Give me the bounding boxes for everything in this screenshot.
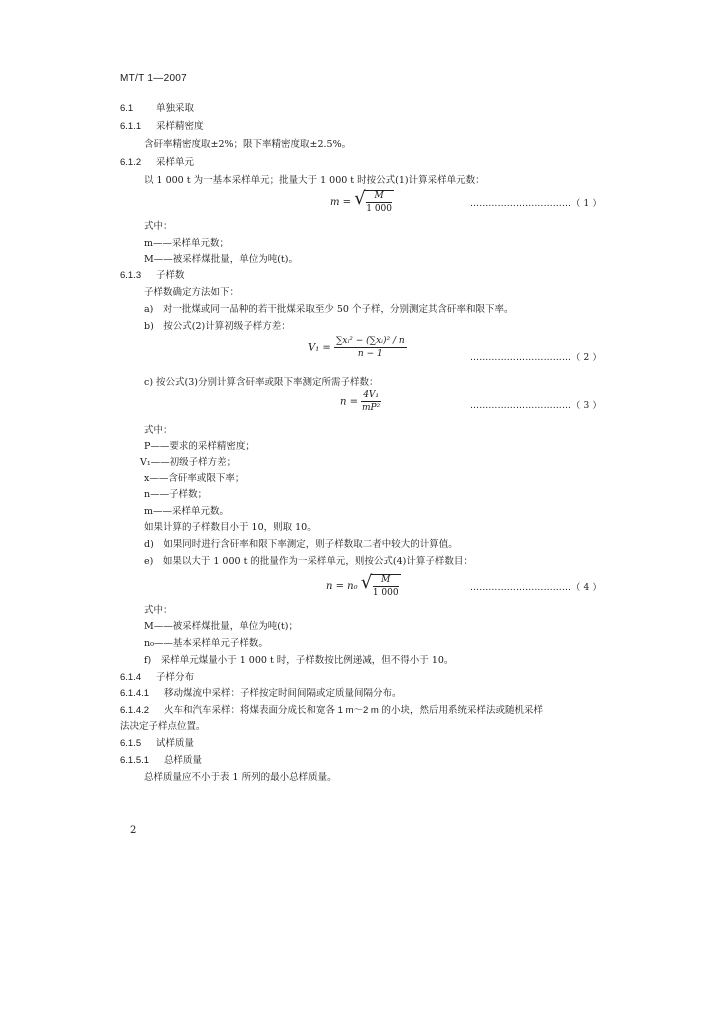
standard-code-header: MT/T 1—2007: [120, 73, 188, 84]
variable-definition: V₁——初级子样方差；: [140, 457, 237, 468]
paragraph: 如果计算的子样数目小于 10，则取 10。: [144, 522, 317, 533]
section-6-1: [120, 102, 194, 116]
paragraph: 式中：: [144, 221, 173, 232]
section-number: 6.1.2: [120, 157, 142, 168]
list-item: c) 按公式(3)分别计算含矸率或限下率测定所需子样数：: [144, 377, 379, 388]
section-title: 采样单元: [156, 157, 195, 168]
fraction-denominator: mP²: [362, 403, 381, 413]
formula-1: [330, 190, 394, 215]
formula-lhs: V₁ =: [308, 342, 331, 354]
section-title: 采样精密度: [156, 121, 204, 132]
paragraph: 子样数确定方法如下：: [144, 287, 240, 298]
fraction-numerator: 4V₁: [363, 390, 380, 400]
fraction-denominator: 1 000: [372, 588, 399, 598]
section-text: 移动煤流中采样：子样按定时间间隔或定质量间隔分布。: [164, 688, 402, 699]
variable-definition: m——采样单元数；: [144, 238, 230, 249]
list-item: b) 按公式(2)计算初级子样方差：: [144, 321, 291, 332]
section-title: 子样分布: [156, 672, 195, 683]
section-title: 子样数: [156, 270, 185, 281]
section-number: 6.1.3: [120, 270, 142, 281]
fraction-numerator: M: [373, 575, 399, 587]
equation-tag-4: ……………………………（ 4 ）: [470, 583, 602, 593]
paragraph: 式中：: [144, 605, 173, 616]
variable-definition: n——子样数；: [144, 489, 208, 500]
section-6-1-5-1: [120, 754, 202, 768]
formula-lhs: n =: [340, 396, 358, 408]
section-number: 6.1.4: [120, 672, 142, 683]
formula-lhs: m =: [330, 197, 352, 208]
list-item: a) 对一批煤或同一品种的若干批煤采取至少 50 个子样，分别测定其含矸率和限下率。: [144, 304, 514, 315]
variable-definition: P——要求的采样精密度；: [144, 441, 255, 452]
list-item: f) 采样单元煤量小于 1 000 t 时，子样数按比例递减，但不得小于 10。: [144, 655, 454, 666]
equation-tag-1: ……………………………（ 1 ）: [470, 199, 602, 209]
section-6-1-4-1: [120, 687, 402, 701]
section-number: 6.1.1: [120, 121, 142, 132]
section-number: 6.1.4.1: [120, 688, 150, 699]
formula-2: [308, 336, 407, 360]
section-6-1-3: [120, 269, 185, 283]
section-text: 火车和汽车采样：将煤表面分成长和宽各 1 m～2 m 的小块，然后用系统采样法或随机采样: [164, 705, 543, 716]
fraction-numerator: M: [366, 191, 392, 203]
section-number: 6.1: [120, 103, 134, 114]
section-title: 单独采取: [156, 103, 195, 114]
list-item: d) 如果同时进行含矸率和限下率测定，则子样数取二者中较大的计算值。: [144, 539, 458, 550]
paragraph: 含矸率精密度取±2%；限下率精密度取±2.5%。: [144, 139, 352, 150]
section-6-1-4-2: [120, 704, 543, 718]
equation-tag-2: ……………………………（ 2 ）: [470, 353, 602, 363]
section-6-1-2: [120, 156, 194, 170]
section-6-1-5: [120, 737, 194, 751]
section-title: 总样质量: [164, 755, 203, 766]
section-title: 试样质量: [156, 738, 195, 749]
fraction-denominator: n − 1: [357, 349, 383, 359]
formula-4: [326, 574, 401, 599]
section-6-1-4: [120, 671, 194, 685]
page-number: 2: [130, 825, 137, 836]
equation-tag-3: ……………………………（ 3 ）: [470, 401, 602, 411]
variable-definition: M——被采样煤批量，单位为吨(t)。: [144, 254, 298, 265]
variable-definition: x——含矸率或限下率；: [144, 473, 245, 484]
formula-lhs: n = n₀: [326, 581, 358, 592]
list-item: e) 如果以大于 1 000 t 的批量作为一采样单元，则按公式(4)计算子样数目：: [144, 556, 473, 567]
variable-definition: M——被采样煤批量，单位为吨(t)；: [144, 621, 298, 632]
section-6-1-1: [120, 120, 204, 134]
sqrt-symbol: √ $\frac{M}{1 000}$: [354, 188, 392, 214]
section-number: 6.1.5: [120, 738, 142, 749]
variable-definition: m——采样单元数。: [144, 506, 230, 517]
fraction-denominator: 1 000: [366, 204, 392, 214]
paragraph: 式中：: [144, 425, 173, 436]
fraction-numerator: ∑xᵢ² − (∑xᵢ)² / n: [335, 336, 405, 346]
paragraph-continuation: 法决定子样点位置。: [120, 721, 206, 732]
variable-definition: n₀——基本采样单元子样数。: [144, 638, 268, 649]
section-number: 6.1.4.2: [120, 705, 150, 716]
formula-3: [340, 390, 381, 414]
sqrt-symbol: √ $\frac{M}{1 000}$: [360, 572, 399, 598]
paragraph: 总样质量应不小于表 1 所列的最小总样质量。: [144, 772, 337, 783]
section-number: 6.1.5.1: [120, 755, 150, 766]
paragraph: 以 1 000 t 为一基本采样单元；批量大于 1 000 t 时按公式(1)计算采样单元数：: [144, 175, 485, 186]
